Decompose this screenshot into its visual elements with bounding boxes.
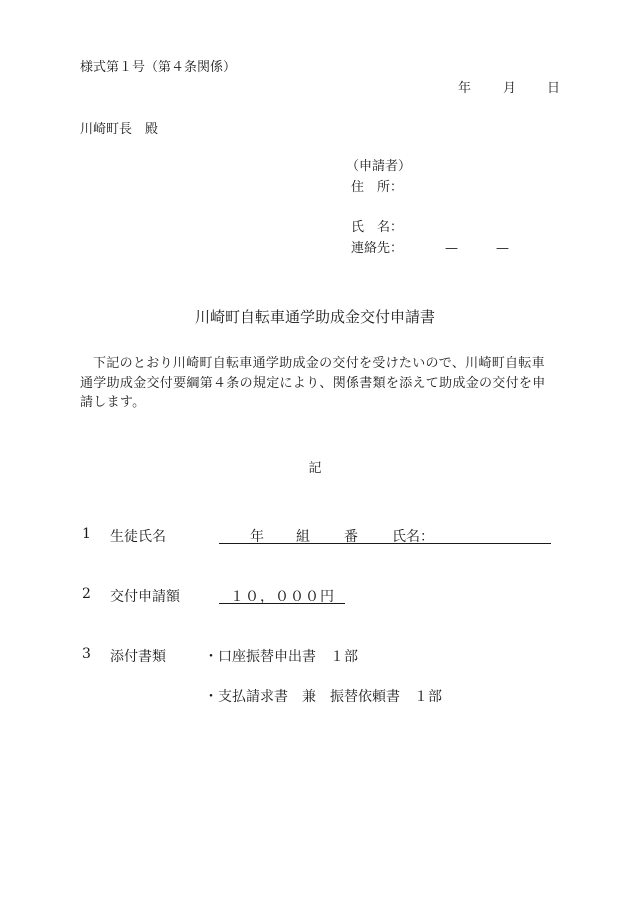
item-1-number: 1 xyxy=(82,526,91,542)
form-number: 様式第１号（第４条関係） xyxy=(80,60,237,75)
date-year-label: 年 xyxy=(458,81,472,96)
application-amount: １０，０００円 xyxy=(230,589,335,605)
date-month-label: 月 xyxy=(503,81,517,96)
student-name-label: 氏名： xyxy=(392,529,434,545)
applicant-block xyxy=(346,156,509,259)
attachment-item-2: ・支払請求書 兼 振替依頼書 １部 xyxy=(204,689,442,705)
ki-heading: 記 xyxy=(308,461,322,476)
document-title: 川崎町自転車通学助成金交付申請書 xyxy=(194,308,435,326)
phone-dash-2: — xyxy=(496,241,510,256)
seat-label: 番 xyxy=(344,529,358,545)
contact-label: 連絡先： xyxy=(351,241,404,256)
item-1-label: 生徒氏名 xyxy=(110,529,166,545)
body-paragraph: 下記のとおり川崎町自転車通学助成金の交付を受けたいので、川崎町自転車通学助成金交付要綱第４条の規定により、関係書類を添えて助成金の交付を申請します。 xyxy=(80,356,546,410)
attachment-item-1: ・口座振替申出書 １部 xyxy=(204,649,358,665)
contact-row xyxy=(346,238,509,259)
phone-dash-1: — xyxy=(445,241,459,256)
item-3-number: 3 xyxy=(82,646,91,662)
class-label: 組 xyxy=(296,529,310,545)
addressee: 川崎町長 殿 xyxy=(80,122,159,137)
amount-underline xyxy=(219,603,345,604)
date-day-label: 日 xyxy=(547,81,561,96)
item-2-label: 交付申請額 xyxy=(110,589,180,605)
grade-label: 年 xyxy=(250,529,264,545)
date-field xyxy=(458,77,560,96)
applicant-heading: （申請者） xyxy=(346,159,412,174)
student-name-underline xyxy=(219,543,551,544)
name-label: 氏 名： xyxy=(351,220,404,235)
item-2-number: 2 xyxy=(82,586,91,602)
item-3-label: 添付書類 xyxy=(110,649,166,665)
address-label: 住 所： xyxy=(351,180,404,195)
